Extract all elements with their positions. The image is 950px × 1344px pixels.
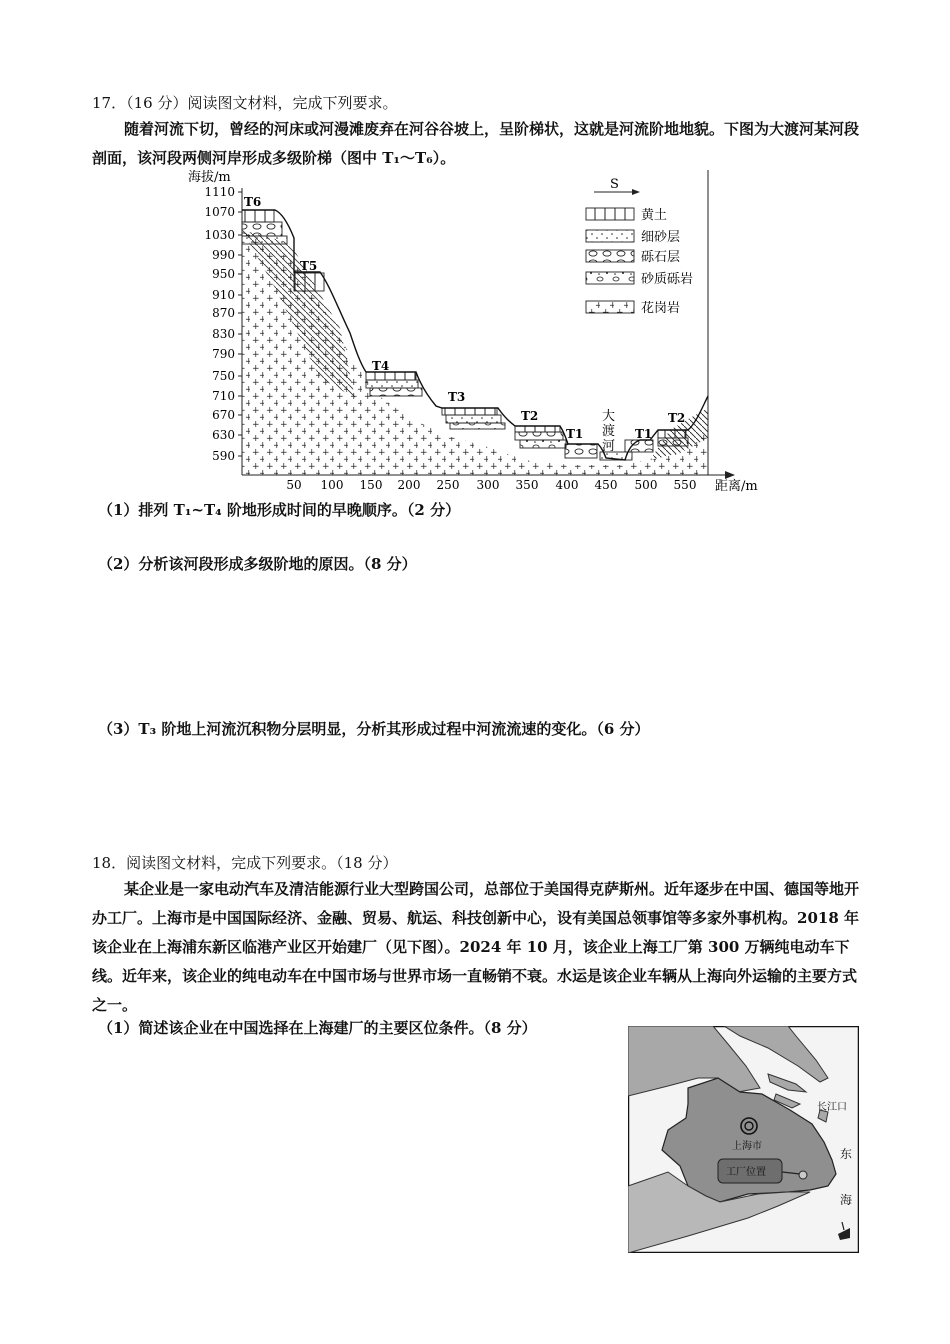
terrace-label: T1 <box>566 427 584 441</box>
x-tick: 150 <box>359 478 383 492</box>
direction-label: S <box>610 177 619 192</box>
terrace-profile-figure <box>180 168 770 498</box>
x-tick: 400 <box>555 478 579 492</box>
legend-item: 细砂层 <box>641 230 681 245</box>
city-label: 上海市 <box>732 1141 762 1152</box>
q17-sub3: （3）T₃ 阶地上河流沉积物分层明显，分析其形成过程中河流流速的变化。（6 分） <box>98 720 650 738</box>
y-tick: 670 <box>212 408 235 422</box>
q17-intro: 随着河流下切，曾经的河床或河漫滩废弃在河谷谷坡上，呈阶梯状，这就是河流阶地地貌。下图为大渡河某河段剖面，该河段两侧河岸形成多级阶梯（图中 T₁～T₆）。 <box>92 120 860 167</box>
terrace-label: T4 <box>372 359 390 373</box>
terrace-label: T1 <box>635 427 653 441</box>
y-tick: 1030 <box>204 228 235 242</box>
x-tick: 350 <box>515 478 539 492</box>
y-tick: 790 <box>212 347 235 361</box>
sea-label-2: 海 <box>840 1193 853 1207</box>
q17-sub1: （1）排列 T₁~T₄ 阶地形成时间的早晚顺序。（2 分） <box>98 501 461 519</box>
y-tick: 590 <box>212 449 235 463</box>
x-tick: 450 <box>594 478 618 492</box>
shanghai-map <box>628 1026 859 1253</box>
figure-legend <box>586 177 693 316</box>
x-tick: 300 <box>476 478 500 492</box>
factory-label: 工厂位置 <box>726 1167 766 1178</box>
river-label: 大 <box>602 409 616 424</box>
legend-item: 花岗岩 <box>641 301 681 316</box>
y-tick: 630 <box>212 428 235 442</box>
legend-item: 砂质砾岩 <box>641 272 694 287</box>
y-tick: 950 <box>212 267 235 281</box>
legend-item: 黄土 <box>641 208 668 223</box>
q17-heading: 17．（16 分）阅读图文材料，完成下列要求。 <box>92 94 398 112</box>
q18-heading: 18．阅读图文材料，完成下列要求。（18 分） <box>92 854 398 872</box>
x-tick: 250 <box>436 478 460 492</box>
legend-item: 砾石层 <box>641 250 681 265</box>
y-tick: 910 <box>212 288 235 302</box>
x-tick: 200 <box>397 478 421 492</box>
terrace-label: T2 <box>668 411 686 425</box>
river-label: 渡 <box>602 424 616 439</box>
y-tick: 870 <box>212 306 235 320</box>
y-tick: 750 <box>212 369 235 383</box>
q18-sub1: （1）简述该企业在中国选择在上海建厂的主要区位条件。（8 分） <box>98 1019 537 1037</box>
terrace-label: T6 <box>244 195 262 209</box>
y-tick: 710 <box>212 389 235 403</box>
y-tick: 1070 <box>204 205 235 219</box>
x-tick: 500 <box>634 478 658 492</box>
x-tick: 50 <box>286 478 302 492</box>
y-tick: 830 <box>212 327 235 341</box>
terrace-label: T5 <box>300 259 318 273</box>
river-label: 河 <box>602 439 616 454</box>
x-tick: 100 <box>320 478 344 492</box>
factory-location-dot <box>799 1171 807 1179</box>
y-tick: 990 <box>212 248 235 262</box>
q17-sub2: （2）分析该河段形成多级阶地的原因。（8 分） <box>98 555 417 573</box>
terrace-label: T3 <box>448 390 466 404</box>
terrace-label: T2 <box>521 409 539 423</box>
x-tick: 550 <box>673 478 697 492</box>
sea-label-1: 东 <box>840 1147 853 1161</box>
x-axis-label: 距离/m <box>715 479 758 494</box>
q18-intro: 某企业是一家电动汽车及清洁能源行业大型跨国公司，总部位于美国得克萨斯州。近年逐步在中国、德国等地开办工厂。上海市是中国国际经济、金融、贸易、航运、科技创新中心，设有美国总领事馆等多家外事机构。2018 年该企业在上海浦东新区临港产业区开始建厂（见下图）。2024 年 10 月，该企业上海工厂第 300 万辆纯电动车下线。近年来，该企业的纯电动车在中国市场与世界市场一直畅销不衰。水运是该企业车辆从上海向外运输的主要方式之一。 <box>92 880 860 1014</box>
y-tick: 1110 <box>204 185 235 199</box>
y-axis-label: 海拔/m <box>188 170 231 185</box>
estuary-label: 长江口 <box>817 1102 847 1113</box>
